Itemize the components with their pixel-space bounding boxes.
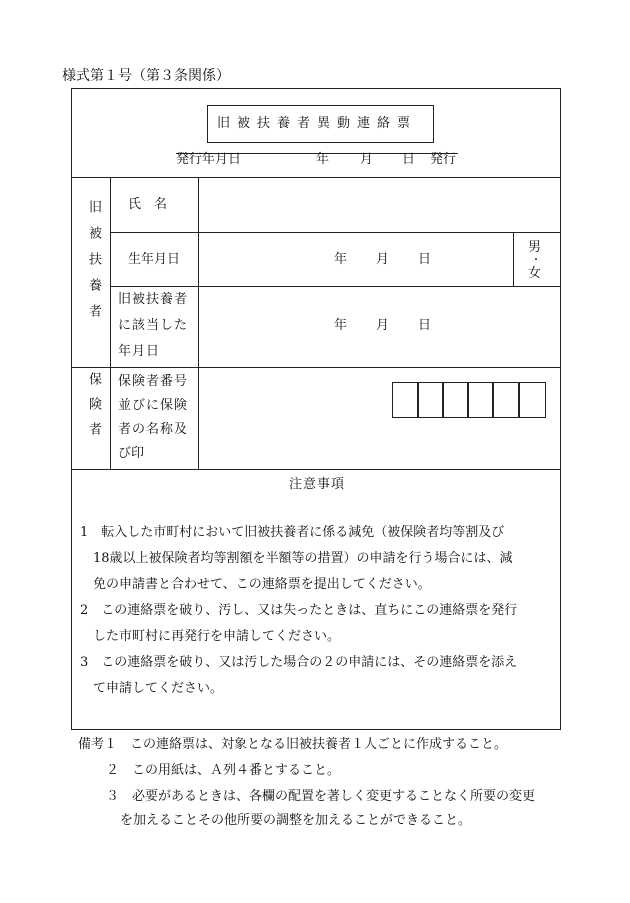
section-former-dependent	[80, 200, 100, 340]
section-insurer	[80, 372, 100, 457]
remark-3-cont: を加えることその他所要の調整を加えることができること。	[120, 813, 472, 828]
note-line: 1 転入した市町村において旧被扶養者に係る減免（被保険者均等割及び	[80, 525, 505, 540]
divider-became	[71, 367, 560, 368]
name-input[interactable]	[200, 179, 558, 231]
became-label-3: 年月日	[118, 344, 161, 359]
insurer-number-box-2[interactable]	[417, 382, 444, 418]
page-title: 旧被扶養者異動連絡票	[217, 116, 418, 131]
insurer-label-1: 保険者番号	[118, 374, 189, 389]
became-year: 年	[334, 318, 348, 333]
note-line: 2 この連絡票を破り、汚し、又は失ったときは、直ちにこの連絡票を発行	[80, 603, 518, 618]
gender-female[interactable]: 女	[528, 266, 542, 281]
issue-suffix: 発行	[430, 152, 457, 167]
section-former-dependent-text: 旧被扶養者	[86, 200, 101, 330]
issue-date-label: 発行年月日	[176, 152, 242, 167]
note-line: て申請してください。	[80, 681, 224, 696]
became-label-1: 旧被扶養者	[118, 292, 189, 307]
issue-year: 年	[316, 152, 330, 167]
notes-title: 注意事項	[289, 477, 346, 492]
birth-day: 日	[418, 252, 432, 267]
divider-birth	[110, 286, 560, 287]
gender-separator: ・	[531, 255, 541, 266]
gender-male[interactable]: 男	[528, 240, 542, 255]
birth-label: 生年月日	[128, 252, 181, 267]
note-line: した市町村に再発行を申請してください。	[80, 629, 341, 644]
col-divider-2	[198, 177, 199, 469]
birth-month: 月	[376, 252, 390, 267]
insurer-number-box-4[interactable]	[467, 382, 494, 418]
insurer-label-2: 並びに保険	[118, 398, 189, 413]
became-day: 日	[418, 318, 432, 333]
note-line: 18歳以上被保険者均等割額を半額等の措置）の申請を行う場合には、減	[80, 551, 513, 566]
name-label: 氏 名	[128, 197, 168, 212]
issue-month: 月	[360, 152, 374, 167]
insurer-number-box-3[interactable]	[442, 382, 469, 418]
divider-name	[110, 232, 560, 233]
became-month: 月	[376, 318, 390, 333]
section-insurer-text: 保険者	[86, 372, 101, 447]
remark-2: ２ この用紙は、Ａ列４番とすること。	[106, 763, 341, 778]
insurer-label-3: 者の名称及	[118, 422, 189, 437]
birth-year: 年	[334, 252, 348, 267]
became-label-2: に該当した	[118, 318, 189, 333]
note-line: 3 この連絡票を破り、又は汚した場合の２の申請には、その連絡票を添え	[80, 655, 518, 670]
divider-header	[71, 177, 560, 178]
notes-list	[80, 520, 517, 702]
issue-day: 日	[402, 152, 416, 167]
form-number: 様式第１号（第３条関係）	[62, 68, 230, 84]
col-divider-1	[110, 177, 111, 469]
insurer-number-box-5[interactable]	[492, 382, 520, 418]
insurer-number-box-6[interactable]	[518, 382, 546, 418]
remark-1: 備考１ この連絡票は、対象となる旧被扶養者１人ごとに作成すること。	[78, 737, 508, 752]
col-divider-gender	[513, 232, 514, 286]
divider-insurer	[71, 469, 560, 470]
remark-3: ３ 必要があるときは、各欄の配置を著しく変更することなく所要の変更	[106, 789, 536, 804]
note-line: 免の申請書と合わせて、この連絡票を提出してください。	[80, 577, 431, 592]
insurer-number-box-1[interactable]	[392, 382, 419, 418]
insurer-label-4: び印	[118, 446, 145, 461]
